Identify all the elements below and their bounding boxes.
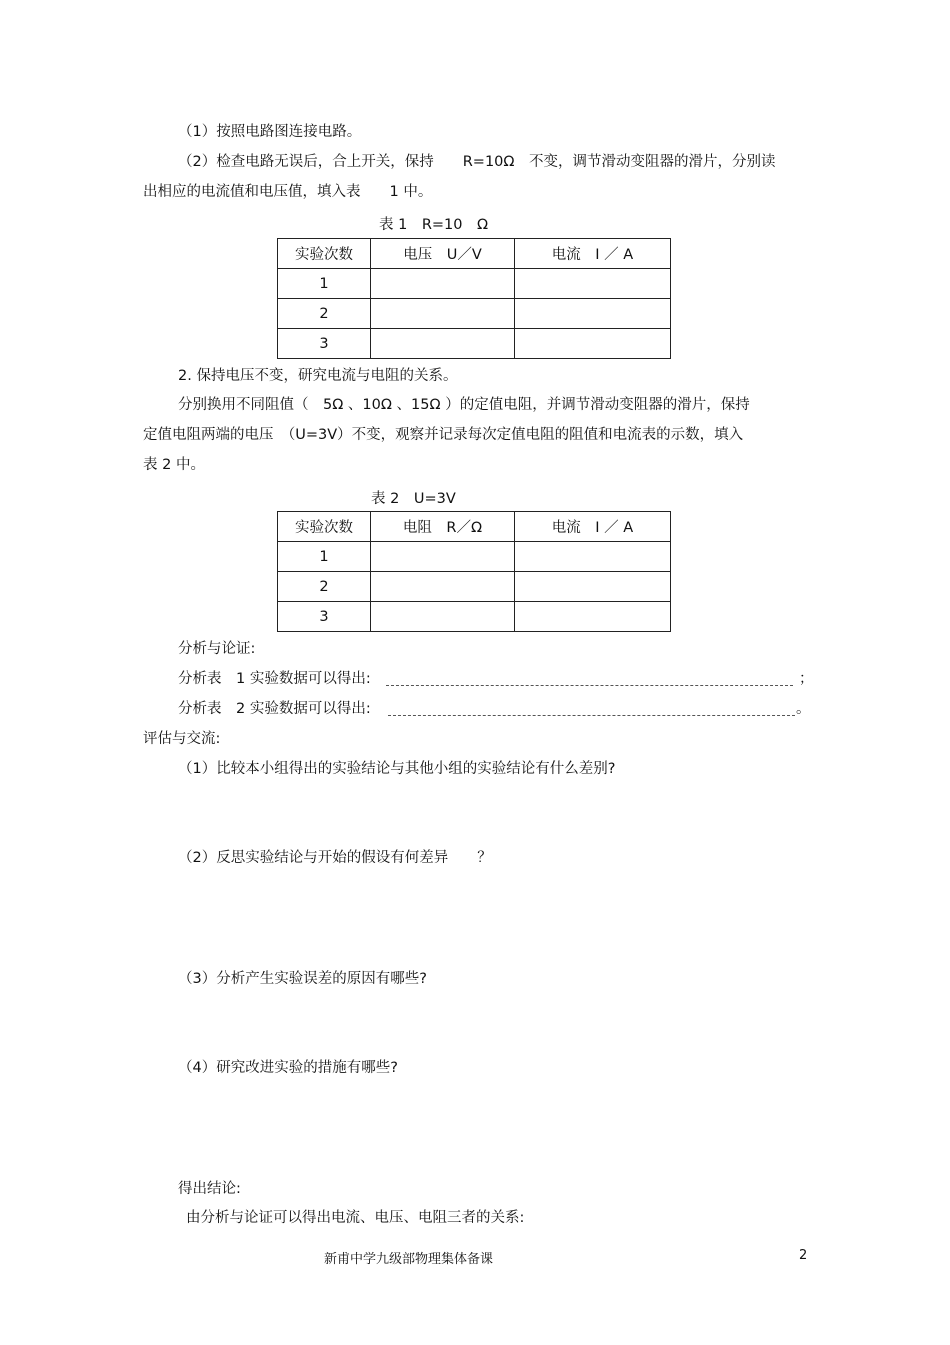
page-number: 2 — [799, 1248, 808, 1263]
table-cell-trial: 1 — [278, 542, 371, 572]
table-header-cell: 电压 U／V — [371, 239, 515, 269]
table-header-cell: 电流 I ／ A — [515, 239, 671, 269]
evaluation-heading: 评估与交流: — [143, 731, 221, 747]
table-cell-empty — [515, 269, 671, 299]
table-cell-trial: 2 — [278, 572, 371, 602]
table-cell-empty — [515, 572, 671, 602]
analysis-line-2-end: 。 — [796, 701, 811, 717]
table-cell-empty — [371, 329, 515, 359]
table-row — [278, 329, 671, 359]
answer-blank-1 — [386, 673, 793, 686]
evaluation-question-4: （4）研究改进实验的措施有哪些? — [178, 1060, 398, 1076]
table-cell-empty — [515, 329, 671, 359]
table-cell-empty — [515, 602, 671, 632]
table-header-cell: 实验次数 — [278, 239, 371, 269]
evaluation-question-2: （2）反思实验结论与开始的假设有何差异 ？ — [178, 850, 492, 866]
answer-blank-2 — [388, 703, 795, 716]
table-row — [278, 542, 671, 572]
table-row — [278, 299, 671, 329]
analysis-line-2-label: 分析表 2 实验数据可以得出: — [178, 701, 371, 717]
table-cell-empty — [371, 269, 515, 299]
step-1: （1）按照电路图连接电路。 — [178, 124, 362, 140]
analysis-line-2 — [178, 700, 371, 718]
part-2-line-2: 定值电阻两端的电压 （U=3V）不变，观察并记录每次定值电阻的阻值和电流表的示数，填入 — [143, 427, 744, 443]
evaluation-question-3: （3）分析产生实验误差的原因有哪些? — [178, 971, 427, 987]
conclusion-line-1: 由分析与论证可以得出电流、电压、电阻三者的关系: — [186, 1210, 525, 1226]
analysis-line-1-end: ； — [799, 671, 814, 687]
table-header-cell: 电阻 R／Ω — [371, 512, 515, 542]
table-row — [278, 572, 671, 602]
table-1 — [277, 238, 671, 359]
table-header-cell: 电流 I ／ A — [515, 512, 671, 542]
step-2-line-1: （2）检查电路无误后，合上开关，保持 R=10Ω 不变，调节滑动变阻器的滑片，分别读 — [178, 154, 776, 170]
table-row — [278, 602, 671, 632]
table-cell-empty — [371, 299, 515, 329]
analysis-heading: 分析与论证: — [178, 641, 256, 657]
table-cell-empty — [371, 542, 515, 572]
part-2-line-1: 分别换用不同阻值（ 5Ω 、10Ω 、15Ω ）的定值电阻，并调节滑动变阻器的滑片，保持 — [178, 397, 750, 413]
table-row — [278, 512, 671, 542]
table-cell-empty — [371, 602, 515, 632]
table-2-caption: 表 2 U=3V — [371, 491, 456, 507]
part-2-line-3: 表 2 中。 — [143, 457, 205, 473]
conclusion-heading: 得出结论: — [178, 1181, 241, 1197]
footer-school: 新甫中学九级部物理集体备课 — [324, 1252, 494, 1267]
analysis-line-1-label: 分析表 1 实验数据可以得出: — [178, 671, 371, 687]
step-2-line-2: 出相应的电流值和电压值，填入表 1 中。 — [143, 184, 433, 200]
table-cell-empty — [515, 542, 671, 572]
table-cell-trial: 3 — [278, 602, 371, 632]
table-cell-trial: 1 — [278, 269, 371, 299]
table-cell-trial: 3 — [278, 329, 371, 359]
table-header-cell: 实验次数 — [278, 512, 371, 542]
table-row — [278, 239, 671, 269]
table-cell-trial: 2 — [278, 299, 371, 329]
part-2-heading: 2. 保持电压不变，研究电流与电阻的关系。 — [178, 368, 458, 384]
table-cell-empty — [371, 572, 515, 602]
evaluation-question-1: （1）比较本小组得出的实验结论与其他小组的实验结论有什么差别? — [178, 761, 616, 777]
table-1-caption: 表 1 R=10 Ω — [379, 217, 489, 233]
table-cell-empty — [515, 299, 671, 329]
analysis-line-1 — [178, 670, 371, 688]
table-row — [278, 269, 671, 299]
table-2 — [277, 511, 671, 632]
